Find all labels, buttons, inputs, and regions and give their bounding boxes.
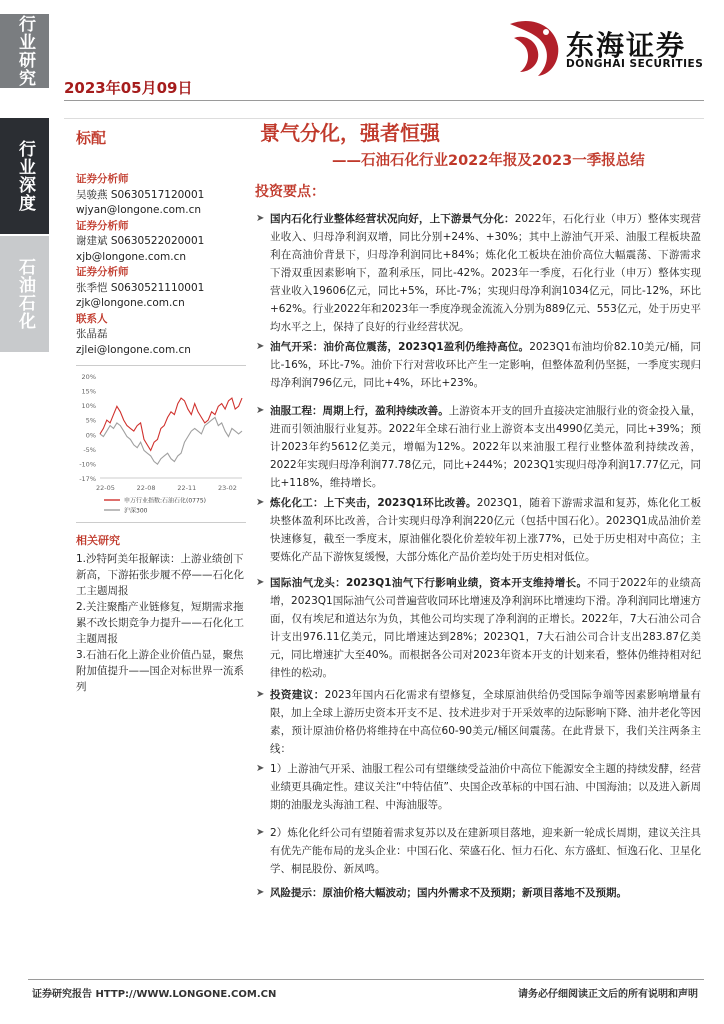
summary-point — [256, 574, 701, 682]
y-tick-label: -17% — [79, 475, 96, 483]
side-tab-petrochemical: 石油石化 — [0, 236, 49, 352]
related-research-list — [76, 551, 248, 695]
related-item[interactable]: 3.石油石化上游企业价值凸显，聚焦附加值提升——国企对标世界一流系列 — [76, 649, 244, 693]
chart-top-rule — [76, 365, 246, 366]
y-tick-label: 10% — [81, 402, 96, 411]
summary-point — [256, 686, 701, 758]
summary-point — [256, 824, 701, 878]
report-date: 2023年05月09日 — [64, 79, 193, 97]
summary-point — [256, 338, 701, 392]
footer-site: 证券研究报告 HTTP://WWW.LONGONE.COM.CN — [32, 989, 277, 1000]
side-tab-industry-research: 行业研究 — [0, 14, 49, 88]
y-tick-label: 20% — [81, 373, 96, 381]
donghai-logo-icon — [500, 16, 564, 80]
y-tick-label: 5% — [85, 416, 96, 425]
analyst-name: 谢建斌 S0630522020001 — [76, 235, 205, 247]
analyst-role: 证券分析师 — [76, 219, 129, 232]
legend-label: 沪深300 — [124, 507, 148, 515]
bullet-icon: ➤ — [256, 887, 265, 898]
index-performance-chart — [64, 368, 248, 520]
analyst-name: 吴骏燕 S0630517120001 — [76, 188, 205, 201]
bullet-icon: ➤ — [256, 763, 265, 774]
legend-label: 申万行业指数:石油石化(0775) — [124, 497, 206, 505]
bullet-icon: ➤ — [256, 405, 265, 416]
bullet-icon: ➤ — [256, 497, 265, 508]
point-lead: 投资建议： — [270, 689, 325, 701]
summary-header: 投资要点： — [255, 184, 325, 200]
x-tick-label: 22-11 — [177, 484, 197, 492]
analyst-email: zjk@longone.com.cn — [76, 297, 185, 309]
y-tick-label: 0% — [85, 431, 96, 440]
logo-en-text: DONGHAI SECURITIES — [566, 58, 704, 70]
y-tick-label: 15% — [81, 387, 96, 396]
header-rule — [64, 100, 704, 101]
x-tick-label: 23-02 — [218, 484, 237, 492]
point-body: 原油价格大幅波动；国内外需求不及预期；新项目落地不及预期。 — [322, 887, 627, 899]
report-subtitle: ——石油石化行业2022年报及2023一季报总结 — [332, 153, 645, 169]
y-tick-label: -5% — [83, 445, 96, 454]
related-item[interactable]: 2.关注聚酯产业链修复，短期需求拖累不改长期竞争力提升——石化化工主题周报 — [76, 601, 244, 645]
analyst-role: 证券分析师 — [76, 173, 129, 185]
summary-point — [256, 884, 701, 902]
bullet-icon: ➤ — [256, 689, 265, 700]
footer-disclaimer: 请务必仔细阅读正文后的所有说明和声明 — [518, 989, 698, 1000]
point-body: 2023Q1布油均价82.10美元/桶，同比-16%，环比-7%。油价下行对营收环比产生一定影响，但整体盈利仍坚挺，一季度实现归母净利润796亿元，同比+4%，环比+23%。 — [270, 341, 701, 389]
point-body: 不同于2022年的业绩高增，2023Q1国际油气公司普遍营收同环比增速及净利润环比增速均下滑。净利润同比增速方面，仅有埃尼和道达尔为负，其他公司均实现了净利润的正增长。2022年，7大石油公司合计支出976.11亿美元，同比增速达到28%；2023Q1，7大石油公司合计支出283.87亿美元，同比增速扩大至40%。而根据各公司对2023年资本开支的计划来看，整体仍维持相对纪律性的松动。 — [270, 577, 701, 679]
bullet-icon: ➤ — [256, 577, 265, 588]
analyst-block — [76, 172, 204, 358]
footer-rule — [28, 979, 704, 980]
chart-bottom-rule — [76, 522, 246, 523]
rating: 标配 — [76, 129, 107, 147]
x-tick-label: 22-05 — [96, 484, 115, 492]
analyst-name: 张季恺 S0630521110001 — [76, 281, 205, 294]
related-research-header: 相关研究 — [76, 534, 120, 547]
related-item[interactable]: 1.沙特阿美年报解读：上游业绩创下新高，下游拓张步履不停——石化化工主题周报 — [76, 553, 244, 597]
summary-point — [256, 760, 701, 814]
analyst-email: wjyan@longone.com.cn — [76, 204, 202, 216]
point-body: 2023Q1，随着下游需求温和复苏，炼化化工板块整体盈利环比改善，合计实现归母净利润220亿元（包括中国石化）。2023Q1成品油价差快速修复，截至一季度末，原油催化裂化价差较年初上涨77%，已处于历史相对中高位；主要炼化产品下游恢复缓慢，大部分炼化产品价差均处于历史相对低位。 — [270, 497, 701, 563]
series-line — [100, 417, 242, 464]
point-lead: 油服工程：周期上行，盈利持续改善。 — [270, 405, 449, 417]
bullet-icon: ➤ — [256, 213, 265, 224]
y-tick-label: -10% — [79, 460, 96, 469]
contact-role: 联系人 — [76, 312, 108, 325]
analyst-email: xjb@longone.com.cn — [76, 250, 187, 263]
analyst-role: 证券分析师 — [76, 266, 129, 278]
point-body: 2）炼化化纤公司有望随着需求复苏以及在建新项目落地，迎来新一轮成长周期，建议关注具有优先产能布局的龙头企业：中国石化、荣盛石化、恒力石化、东方盛虹、恒逸石化、卫星化学、桐昆股份、新凤鸣。 — [270, 827, 701, 875]
side-tab-industry-depth: 行业深度 — [0, 118, 49, 234]
point-lead: 炼化化工：上下夹击，2023Q1环比改善。 — [270, 497, 477, 509]
point-lead: 国际油气龙头：2023Q1油气下行影响业绩，资本开支维持增长。 — [270, 577, 588, 589]
point-body: 1）上游油气开采、油服工程公司有望继续受益油价中高位下能源安全主题的持续发酵，经营业绩更具确定性。建议关注“中特估值”、央国企改革标的中国石油、中国海油；以及进入新周期的油服龙头海油工程、中海油服等。 — [270, 763, 701, 811]
contact-email: zjlei@longone.com.cn — [76, 343, 191, 356]
point-body: 2023年国内石化需求有望修复，全球原油供给仍受国际争端等因素影响增量有限，加上全球上游历史资本开支不足、技术进步对于开采效率的边际影响下降、油井老化等因素，预计原油价格仍将维持在中高位60-90美元/桶区间震荡。在此背景下，我们关注两条主线： — [270, 689, 701, 755]
x-tick-label: 22-08 — [136, 484, 156, 492]
point-body: 2022年，石化行业（申万）整体实现营业收入、归母净利润双增，同比分别+24%、+30%；其中上游油气开采、油服工程板块盈利在高油价背景下，归母净利润同比+84%；炼化化工板块在油价高位大幅震荡、下游需求下滑双重因素影响下，盈利承压，同比-42%。2023年一季度，石化行业（申万）整体实现营业收入19606亿元，同比+5%，环比-7%；实现归母净利润1034亿元，同比-12%，环比+62%。行业2022年和2023年一季度净现金流流入分别为889亿元、553亿元，处于历史平均水平之上，保持了良好的行业经营状况。 — [270, 213, 701, 333]
point-lead: 风险提示： — [270, 887, 323, 899]
point-lead: 国内石化行业整体经营状况向好，上下游景气分化： — [270, 213, 515, 225]
report-title: 景气分化，强者恒强 — [260, 121, 440, 145]
summary-point — [256, 210, 701, 336]
logo-cn-text: 东海证券 — [566, 29, 687, 62]
bullet-icon: ➤ — [256, 827, 265, 838]
summary-point — [256, 494, 701, 566]
summary-point — [256, 402, 701, 492]
contact-name: 张晶磊 — [76, 328, 108, 340]
bullet-icon: ➤ — [256, 341, 265, 352]
point-lead: 油气开采：油价高位震荡，2023Q1盈利仍维持高位。 — [270, 341, 530, 353]
point-body: 上游资本开支的回升直接决定油服行业的资金投入量，进而引领油服行业复苏。2022年全球石油行业上游资本支出4990亿美元，同比+39%；预计2023年约5612亿美元，增幅为12%。2022年以来油服工程行业整体盈利持续改善，2022年实现归母净利润77.78亿元，同比+244%；2023Q1实现归母净利润17.77亿元，同比+118%，维持增长。 — [270, 405, 702, 489]
